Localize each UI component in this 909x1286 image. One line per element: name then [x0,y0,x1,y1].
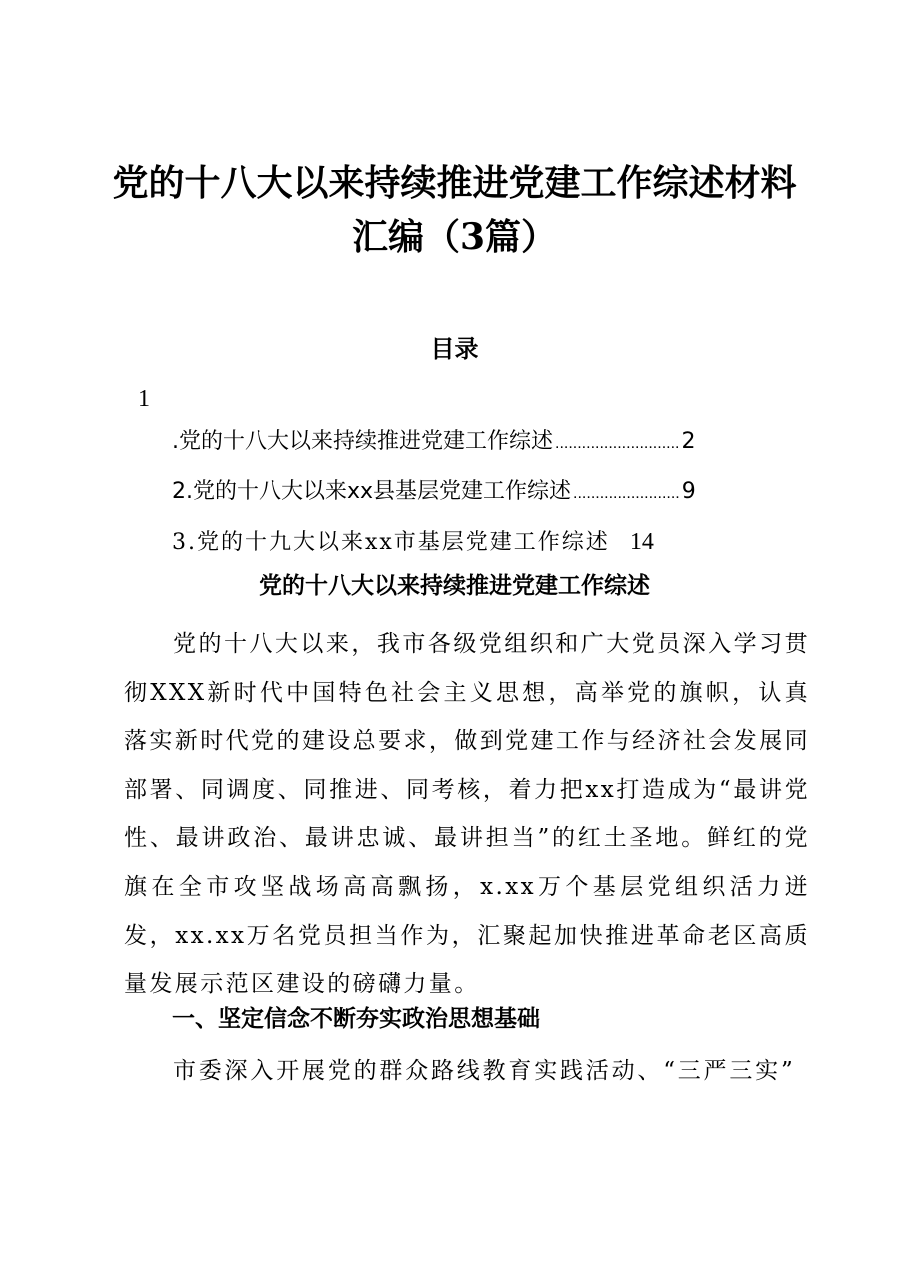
toc-dot-leader: ........................ [573,485,680,502]
toc-dot-leader: ............................ [555,435,680,452]
toc-item-page: 14 [629,529,654,555]
toc-item-page: 2 [681,429,696,454]
toc-item-3[interactable] [172,527,654,558]
toc-leading-number: 1 [138,386,150,412]
toc-item-label: 2.党的十八大以来xx县基层党建工作综述 [172,479,572,504]
toc-item-label: 3.党的十九大以来xx市基层党建工作综述 [172,530,610,555]
section-subheading: 一、坚定信念不断夯实政治思想基础 [172,1006,540,1032]
section-title: 党的十八大以来持续推进党建工作综述 [259,572,650,599]
toc-item-1[interactable] [172,427,695,459]
toc-item-label: .党的十八大以来持续推进党建工作综述 [172,429,553,454]
toc-item-page: 9 [681,479,696,504]
body-paragraph: 市委深入开展党的群众路线教育实践活动、“三严三实” [173,1058,796,1084]
body-paragraph: 党的十八大以来，我市各级党组织和广大党员深入学习贯彻XXX新时代中国特色社会主义思想，高举党的旗帜，认真落实新时代党的建设总要求，做到党建工作与经济社会发展同部署、同调度、同推进、同考核，着力把xx打造成为“最讲党性、最讲政治、最讲忠诚、最讲担当”的红土圣地。鲜红的党旗在全市攻坚战场高高飘扬，x.xx万个基层党组织活力迸发，xx.xx万名党员担当作为，汇聚起加快推进革命老区高质量发展示范区建设的磅礴力量。 [124,631,810,998]
toc-item-2[interactable] [172,477,696,509]
document-title: 党的十八大以来持续推进党建工作综述材料汇编（3篇） [112,162,797,258]
toc-heading: 目录 [430,334,479,363]
